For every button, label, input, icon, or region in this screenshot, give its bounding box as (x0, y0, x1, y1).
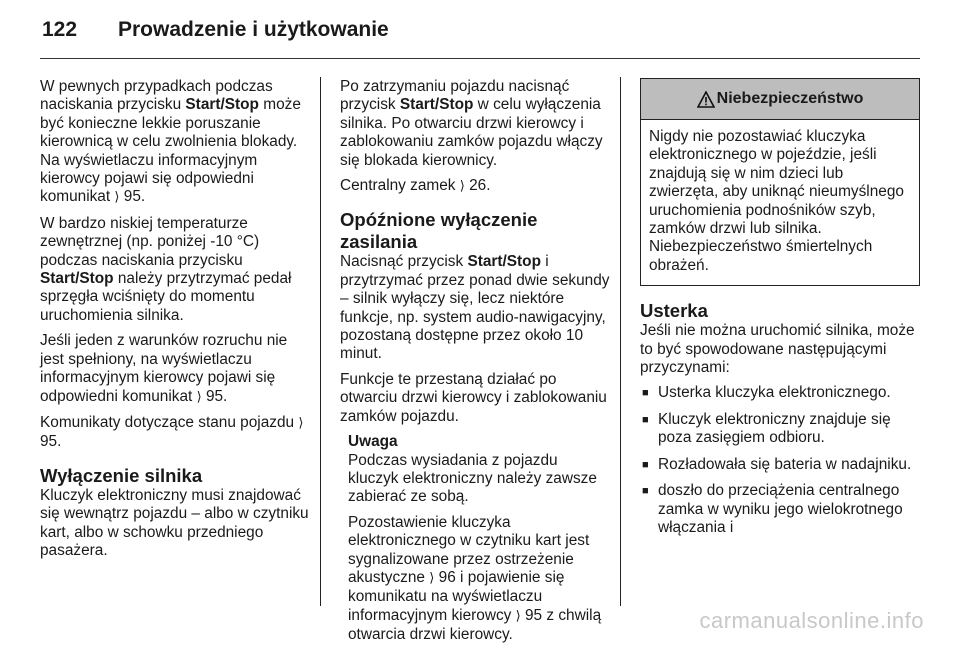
page-header (42, 18, 389, 50)
button-name: Start/Stop (185, 96, 259, 114)
list-item: ■ Usterka kluczyka elektronicznego. (640, 384, 920, 402)
header-rule (40, 58, 920, 59)
column-divider-2 (620, 77, 621, 606)
button-name: Start/Stop (40, 270, 114, 288)
list-item: ■ Kluczyk elektroniczny znajduje się poza zasięgiem odbioru. (640, 411, 920, 448)
warning-title: Niebezpieczeństwo (716, 89, 864, 107)
watermark: carmanualsonline.info (699, 608, 924, 633)
note-block (348, 433, 612, 644)
column-divider-1 (320, 77, 321, 606)
paragraph: Nacisnąć przycisk Start/Stop i przytrzymać przez ponad dwie sekundy – silnik wyłączy się, lecz niektóre funkcje, np. system audio-nawigacyjny, pozostaną dostępne przez około 10 minut. (340, 253, 610, 363)
page-ref[interactable]: 26. (469, 177, 491, 195)
paragraph: Jeśli nie można uruchomić silnika, może to być spowodowane następującymi przyczynami: (640, 322, 915, 377)
page-ref[interactable]: 95. (205, 387, 228, 405)
list-item: ■ doszło do przeciążenia centralnego zamka w wyniku jego wielokrotnego włączania i (640, 482, 920, 537)
column-3 (640, 78, 920, 545)
button-name: Start/Stop (467, 253, 541, 271)
page-ref-icon: ⟩ (515, 608, 521, 624)
section-heading: Usterka (640, 300, 708, 322)
paragraph: W pewnych przypadkach podczas naciskania przycisku Start/Stop może być konieczne lekkie poruszanie kierownicą w celu zwolnienia blokady. Na wyświetlaczu informacyjnym kierowcy pojawi się odpowiedni komunikat ⟩ 95. (40, 78, 301, 206)
column-1 (40, 78, 312, 567)
section-heading: Opóźnione wyłączenie zasilania (340, 209, 538, 253)
page-ref[interactable]: 95 (524, 606, 543, 624)
page-ref-icon: ⟩ (298, 415, 304, 431)
list-item: ■ Rozładowała się bateria w nadajniku. (640, 456, 920, 474)
page-ref[interactable]: 96 (438, 568, 456, 586)
paragraph: Kluczyk elektroniczny musi znajdować się wewnątrz pojazdu – albo w czytniku kart, albo w schowku przedniego pasażera. (40, 486, 309, 559)
column-2 (340, 78, 612, 652)
page-ref-icon: ⟩ (429, 570, 435, 586)
note-paragraph: Pozostawienie kluczyka elektronicznego w czytniku kart jest sygnalizowane przez ostrzeżenie akustyczne ⟩ 96 i pojawienie się komunikatu na wyświetlaczu informacyjnym kierowcy ⟩ 95 z chwilą otwarcia drzwi kierowcy. (348, 513, 602, 644)
note-paragraph: Podczas wysiadania z pojazdu kluczyk elektroniczny należy zawsze zabierać ze sobą. (348, 451, 597, 506)
warning-header (641, 79, 919, 120)
paragraph: Komunikaty dotyczące stanu pojazdu ⟩ 95. (40, 413, 304, 451)
button-name: Start/Stop (399, 96, 474, 114)
paragraph: Centralny zamek ⟩ 26. (340, 177, 491, 195)
cause-list (640, 384, 920, 537)
page-ref[interactable]: 95. (123, 188, 146, 206)
page-ref-icon: ⟩ (114, 190, 120, 206)
warning-triangle-icon (697, 91, 715, 108)
warning-box (640, 78, 920, 286)
page-title: Prowadzenie i użytkowanie (118, 18, 389, 41)
page-ref[interactable]: 95. (40, 433, 62, 451)
warning-text: Nigdy nie pozostawiać kluczyka elektronicznego w pojeździe, jeśli znajdują się w nim dzieci lub zwierzęta, aby uniknąć nieumyślnego uruchomienia podnośników szyb, zamków drzwi lub silnika. Niebezpieczeństwo śmiertelnych obrażeń. (649, 128, 904, 274)
paragraph: W bardzo niskiej temperaturze zewnętrznej (np. poniżej -10 °C) podczas naciskania przycisku Start/Stop należy przytrzymać pedał sprzęgła wciśnięty do momentu uruchomienia silnika. (40, 214, 292, 324)
page-number: 122 (42, 18, 78, 41)
paragraph: Funkcje te przestaną działać po otwarciu drzwi kierowcy i zablokowaniu zamków pojazdu. (340, 370, 607, 425)
paragraph: Jeśli jeden z warunków rozruchu nie jest spełniony, na wyświetlaczu informacyjnym kierowcy pojawi się odpowiedni komunikat ⟩ 95. (40, 332, 288, 405)
paragraph: Po zatrzymaniu pojazdu nacisnąć przycisk Start/Stop w celu wyłączenia silnika. Po otwarciu drzwi kierowcy i zablokowaniu zamków pojazdu włączy się blokada kierownicy. (340, 78, 603, 169)
section-heading: Wyłączenie silnika (40, 464, 203, 486)
page-ref-icon: ⟩ (196, 389, 202, 405)
note-title: Uwaga (348, 433, 398, 451)
page-ref-icon: ⟩ (459, 179, 465, 195)
